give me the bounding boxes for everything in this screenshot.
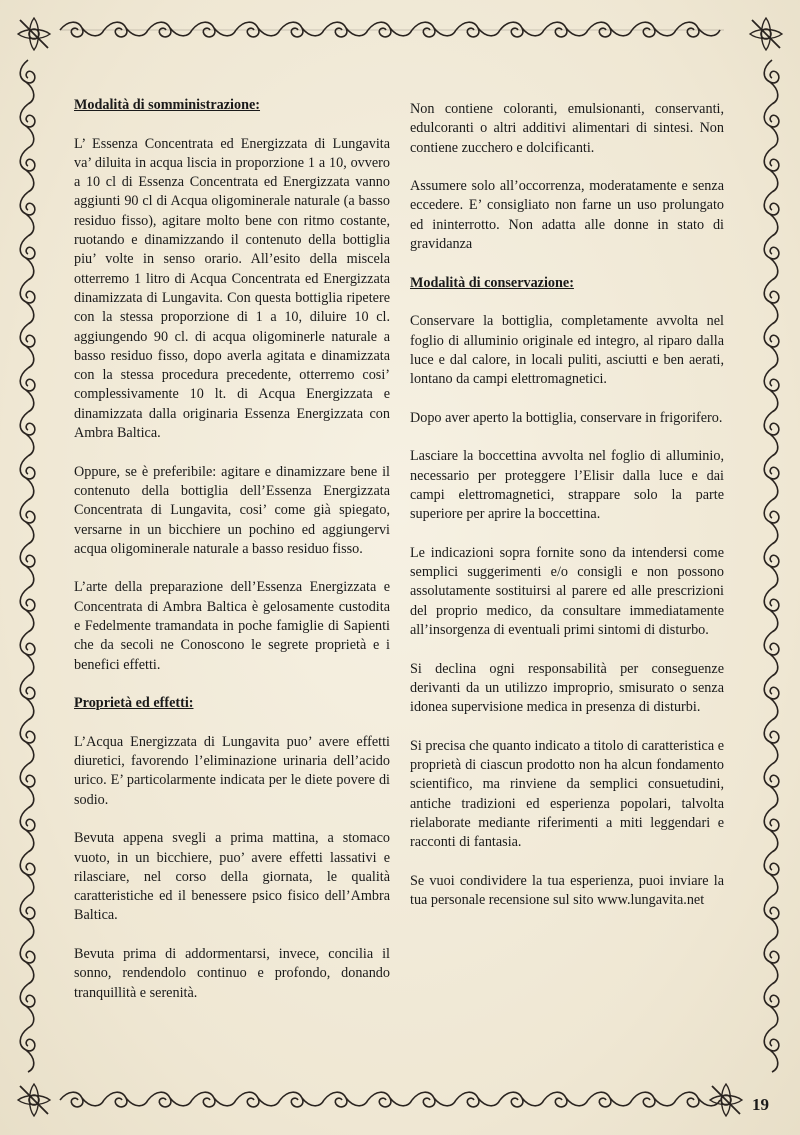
right-column: [410, 100, 724, 930]
heading-somministrazione: Modalità di somministrazione:: [74, 97, 261, 113]
paragraph: L’Acqua Energizzata di Lungavita puo’ avere effetti diuretici, favorendo l’eliminazione urinaria dell’acido urico. E’ particolarmente indicata per le diete povere di sodio.: [74, 733, 390, 808]
page-number: 19: [752, 1095, 769, 1114]
paragraph: Se vuoi condividere la tua esperienza, puoi inviare la tua personale recensione sul sito www.lungavita.net: [410, 872, 724, 909]
paragraph: Si declina ogni responsabilità per conseguenze derivanti da un utilizzo improprio, smisurato o senza idonea supervisione medica in presenza di disturbi.: [410, 660, 724, 716]
corner-flourish-icon: [18, 18, 50, 50]
corner-flourish-icon: [18, 1084, 50, 1116]
paragraph: Lasciare la boccettina avvolta nel foglio di alluminio, necessario per proteggere l’Elisir dalla luce e dai campi elettromagnetici, strappare solo la parte superiore per aprire la boccettina.: [410, 448, 724, 523]
paragraph: Le indicazioni sopra fornite sono da intendersi come semplici suggerimenti e/o consigli e non possono assolutamente sostituirsi al parere ed alle prescrizioni del proprio medico, da consultare immediatamente all’insorgenza di eventuali primi sintomi di disturbo.: [410, 544, 724, 639]
corner-flourish-icon: [750, 18, 782, 50]
paragraph: Bevuta appena svegli a prima mattina, a stomaco vuoto, in un bicchiere, puo’ avere effetti lassativi e rilasciare, nel corso della giornata, le qualità caratteristiche ed il benessere psico fisico dell’Ambra Baltica.: [74, 830, 390, 924]
heading-proprieta: Proprietà ed effetti:: [74, 695, 194, 712]
corner-flourish-icon: [710, 1084, 742, 1116]
paragraph: Oppure, se è preferibile: agitare e dinamizzare bene il contenuto della bottiglia dell’Essenza Energizzata Concentrata di Lungavita, cosi’ come già spiegato, versarne in un bicchiere un pochino ed aggiungervi acqua oligominerale naturale a basso residuo fisso.: [74, 463, 390, 557]
paragraph: Conservare la bottiglia, completamente avvolta nel foglio di alluminio originale ed integro, al riparo dalla luce e dal calore, in locali puliti, asciutti e ben aerati, lontano da campi elettromagnetici.: [410, 313, 724, 388]
heading-conservazione: Modalità di conservazione:: [410, 274, 574, 291]
paragraph: Non contiene coloranti, emulsionanti, conservanti, edulcoranti o altri additivi alimentari di sintesi. Non contiene zucchero e dolcificanti.: [410, 101, 724, 156]
paragraph: Si precisa che quanto indicato a titolo di caratteristica e proprietà di ciascun prodotto non ha alcun fondamento scientifico, ma rinviene da semplici consuetudini, antiche tradizioni ed esperienza popolari, talvolta rielaborate mediante riferimenti a miti leggendari e racconti di fantasia.: [410, 737, 724, 851]
paragraph: L’arte della preparazione dell’Essenza Energizzata e Concentrata di Ambra Baltica è gelosamente custodita e Fedelmente tramandata in poche famiglie di Sapienti che da secoli ne Conoscono le segrete proprietà e i benefici effetti.: [74, 579, 390, 673]
paragraph: Bevuta prima di addormentarsi, invece, concilia il sonno, rendendolo continuo e profondo, donando tranquillità e serenità.: [74, 946, 390, 1001]
paragraph: Dopo aver aperto la bottiglia, conservare in frigorifero.: [410, 409, 723, 426]
paragraph: L’ Essenza Concentrata ed Energizzata di Lungavita va’ diluita in acqua liscia in proporzione 1 a 10, ovvero a 10 cl di Essenza Concentrata ed Energizzata vanno aggiunti 90 cl di Acqua oligominerale naturale (a basso residuo fisso), agitare molto bene con ritmo costante, ruotando e dinamizzando il contenuto della bottiglia piu’ volte in senso orario. All’esito della miscela otterremo 1 litro di Acqua Concentrata ed Energizzata dinamizzata di Lungavita. Con questa bottiglia ripetere con la stessa proporzione di 1 a 10, diluire 10 cl. aggiungendo 90 cl. di acqua oligominerle naturale a basso residuo fisso, dopo averla agitata e dinamizzata con la stessa procedura precedente, otterremo cosi’ complessivamente 10 lt. di Acqua Energizzata e dinamizzata dalla originaria Essenza Energizzata con Ambra Baltica.: [74, 135, 390, 442]
left-column: [74, 96, 390, 1022]
paragraph: Assumere solo all’occorrenza, moderatamente e senza eccedere. E’ consigliato non farne un uso prolungato ed ininterrotto. Non adatta alle donne in stato di gravidanza: [410, 178, 724, 253]
